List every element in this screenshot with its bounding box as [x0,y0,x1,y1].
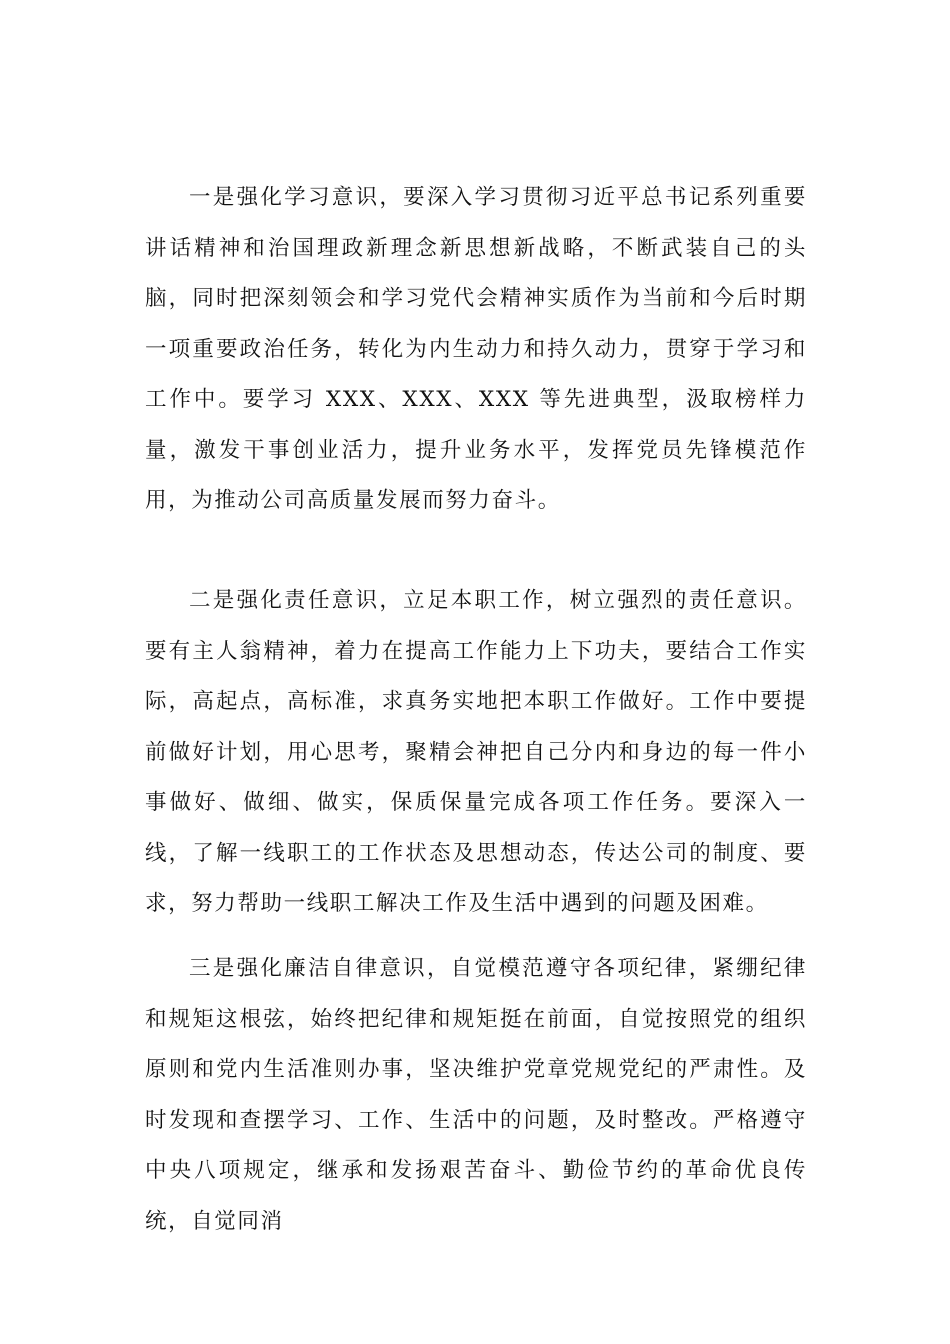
paragraph-integrity-awareness: 三是强化廉洁自律意识，自觉模范遵守各项纪律，紧绷纪律和规矩这根弦，始终把纪律和规矩挺在前面，自觉按照党的组织原则和党内生活准则办事，坚决维护党章党规党纪的严肃性。及时发现和查摆学习、工作、生活中的问题，及时整改。严格遵守中央八项规定，继承和发扬艰苦奋斗、勤俭节约的革命优良传统，自觉同消 [145,956,807,1234]
paragraph-learning-awareness: 一是强化学习意识，要深入学习贯彻习近平总书记系列重要讲话精神和治国理政新理念新思想新战略，不断武装自己的头脑，同时把深刻领会和学习党代会精神实质作为当前和今后时期一项重要政治任务，转化为内生动力和持久动力，贯穿于学习和工作中。要学习 XXX、XXX、XXX 等先进典型，汲取榜样力量，激发干事创业活力，提升业务水平，发挥党员先锋模范作用，为推动公司高质量发展而努力奋斗。 [145,185,807,513]
paragraph-responsibility-awareness: 二是强化责任意识，立足本职工作，树立强烈的责任意识。要有主人翁精神，着力在提高工作能力上下功夫，要结合工作实际，高起点，高标准，求真务实地把本职工作做好。工作中要提前做好计划，用心思考，聚精会神把自己分内和身边的每一件小事做好、做细、做实，保质保量完成各项工作任务。要深入一线，了解一线职工的工作状态及思想动态，传达公司的制度、要求，努力帮助一线职工解决工作及生活中遇到的问题及困难。 [145,588,807,916]
